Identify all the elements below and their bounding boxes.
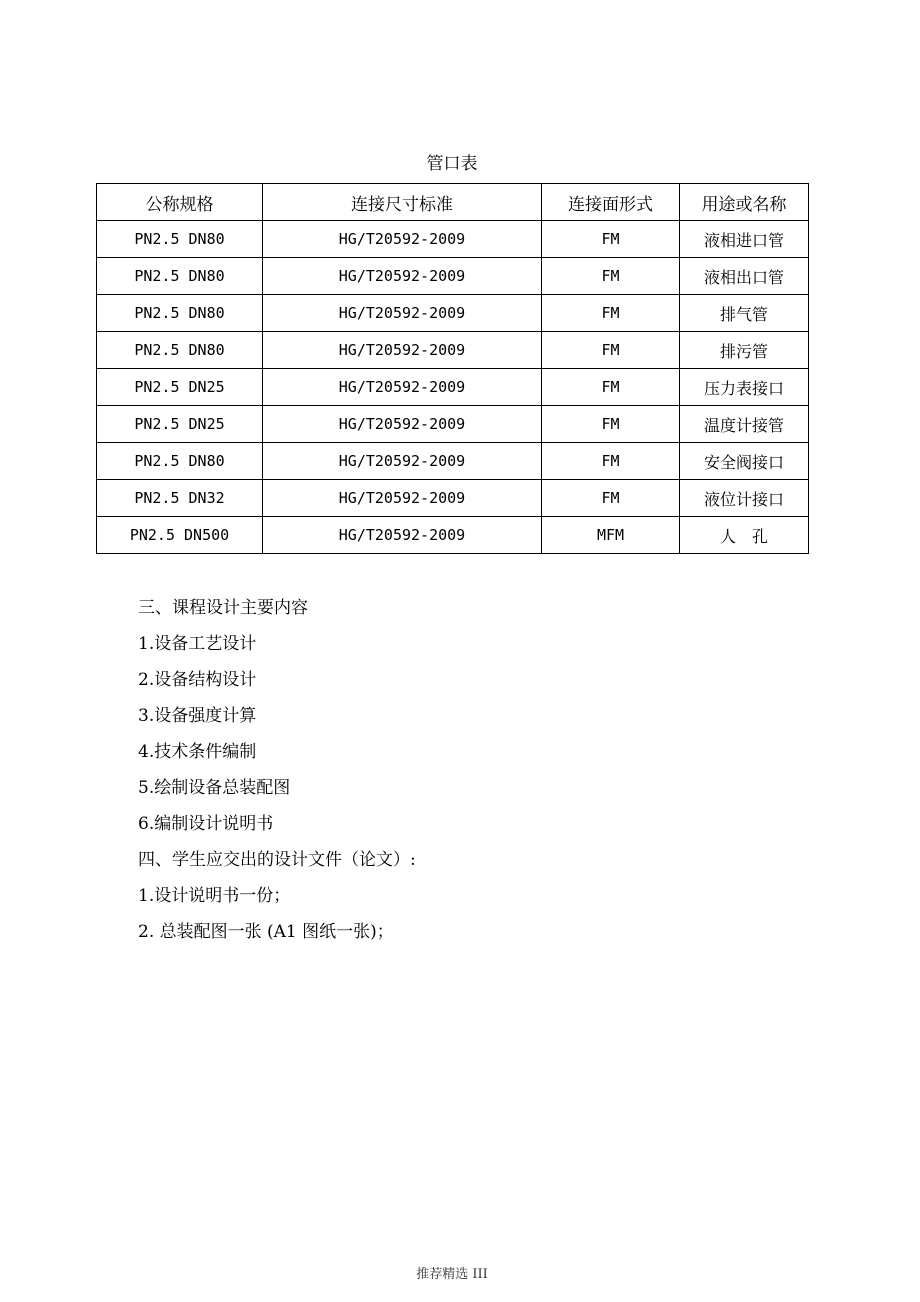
- table-row: [97, 369, 809, 406]
- list-item: 1.设备工艺设计: [138, 634, 257, 654]
- list-item: 2.设备结构设计: [138, 670, 257, 690]
- table-row: [97, 406, 809, 443]
- cell-facing: FM: [542, 480, 680, 517]
- cell-facing: MFM: [542, 517, 680, 554]
- list-item: 6.编制设计说明书: [138, 814, 274, 834]
- cell-purpose: 温度计接管: [680, 406, 809, 443]
- cell-standard: HG/T20592-2009: [263, 295, 542, 332]
- cell-facing: FM: [542, 443, 680, 480]
- cell-facing: FM: [542, 369, 680, 406]
- table-row: [97, 443, 809, 480]
- cell-facing: FM: [542, 258, 680, 295]
- cell-standard: HG/T20592-2009: [263, 406, 542, 443]
- cell-standard: HG/T20592-2009: [263, 369, 542, 406]
- cell-spec: PN2.5 DN80: [97, 258, 263, 295]
- table-header-row: [97, 184, 809, 221]
- header-purpose: 用途或名称: [680, 184, 809, 221]
- cell-standard: HG/T20592-2009: [263, 258, 542, 295]
- cell-spec: PN2.5 DN80: [97, 332, 263, 369]
- body-content: [138, 594, 858, 954]
- table-caption: 管口表: [426, 154, 478, 174]
- cell-purpose: 人 孔: [680, 517, 809, 554]
- cell-spec: PN2.5 DN500: [97, 517, 263, 554]
- cell-spec: PN2.5 DN25: [97, 369, 263, 406]
- cell-standard: HG/T20592-2009: [263, 221, 542, 258]
- header-nominal-spec: 公称规格: [97, 184, 263, 221]
- table-row: [97, 295, 809, 332]
- list-item: 5.绘制设备总装配图: [138, 778, 291, 798]
- cell-spec: PN2.5 DN80: [97, 221, 263, 258]
- cell-purpose: 液相进口管: [680, 221, 809, 258]
- cell-spec: PN2.5 DN80: [97, 295, 263, 332]
- header-facing-type: 连接面形式: [542, 184, 680, 221]
- header-connection-standard: 连接尺寸标准: [263, 184, 542, 221]
- section3-heading: 三、课程设计主要内容: [138, 598, 308, 618]
- cell-facing: FM: [542, 332, 680, 369]
- table-row: [97, 221, 809, 258]
- cell-purpose: 压力表接口: [680, 369, 809, 406]
- table-row: [97, 480, 809, 517]
- list-item: 2. 总装配图一张 (A1 图纸一张)；: [138, 922, 394, 942]
- cell-purpose: 液位计接口: [680, 480, 809, 517]
- list-item: 4.技术条件编制: [138, 742, 257, 762]
- cell-standard: HG/T20592-2009: [263, 332, 542, 369]
- table-row: [97, 517, 809, 554]
- cell-spec: PN2.5 DN80: [97, 443, 263, 480]
- nozzle-table: [96, 183, 809, 554]
- cell-purpose: 排污管: [680, 332, 809, 369]
- table-row: [97, 332, 809, 369]
- cell-facing: FM: [542, 295, 680, 332]
- cell-standard: HG/T20592-2009: [263, 443, 542, 480]
- cell-spec: PN2.5 DN25: [97, 406, 263, 443]
- cell-facing: FM: [542, 221, 680, 258]
- cell-standard: HG/T20592-2009: [263, 517, 542, 554]
- list-item: 1.设计说明书一份；: [138, 886, 291, 906]
- list-item: 3.设备强度计算: [138, 706, 257, 726]
- page-footer: 推荐精选 III: [416, 1267, 488, 1282]
- cell-purpose: 液相出口管: [680, 258, 809, 295]
- cell-purpose: 安全阀接口: [680, 443, 809, 480]
- cell-purpose: 排气管: [680, 295, 809, 332]
- table-row: [97, 258, 809, 295]
- cell-facing: FM: [542, 406, 680, 443]
- section4-heading: 四、学生应交出的设计文件（论文）:: [138, 850, 416, 870]
- cell-standard: HG/T20592-2009: [263, 480, 542, 517]
- cell-spec: PN2.5 DN32: [97, 480, 263, 517]
